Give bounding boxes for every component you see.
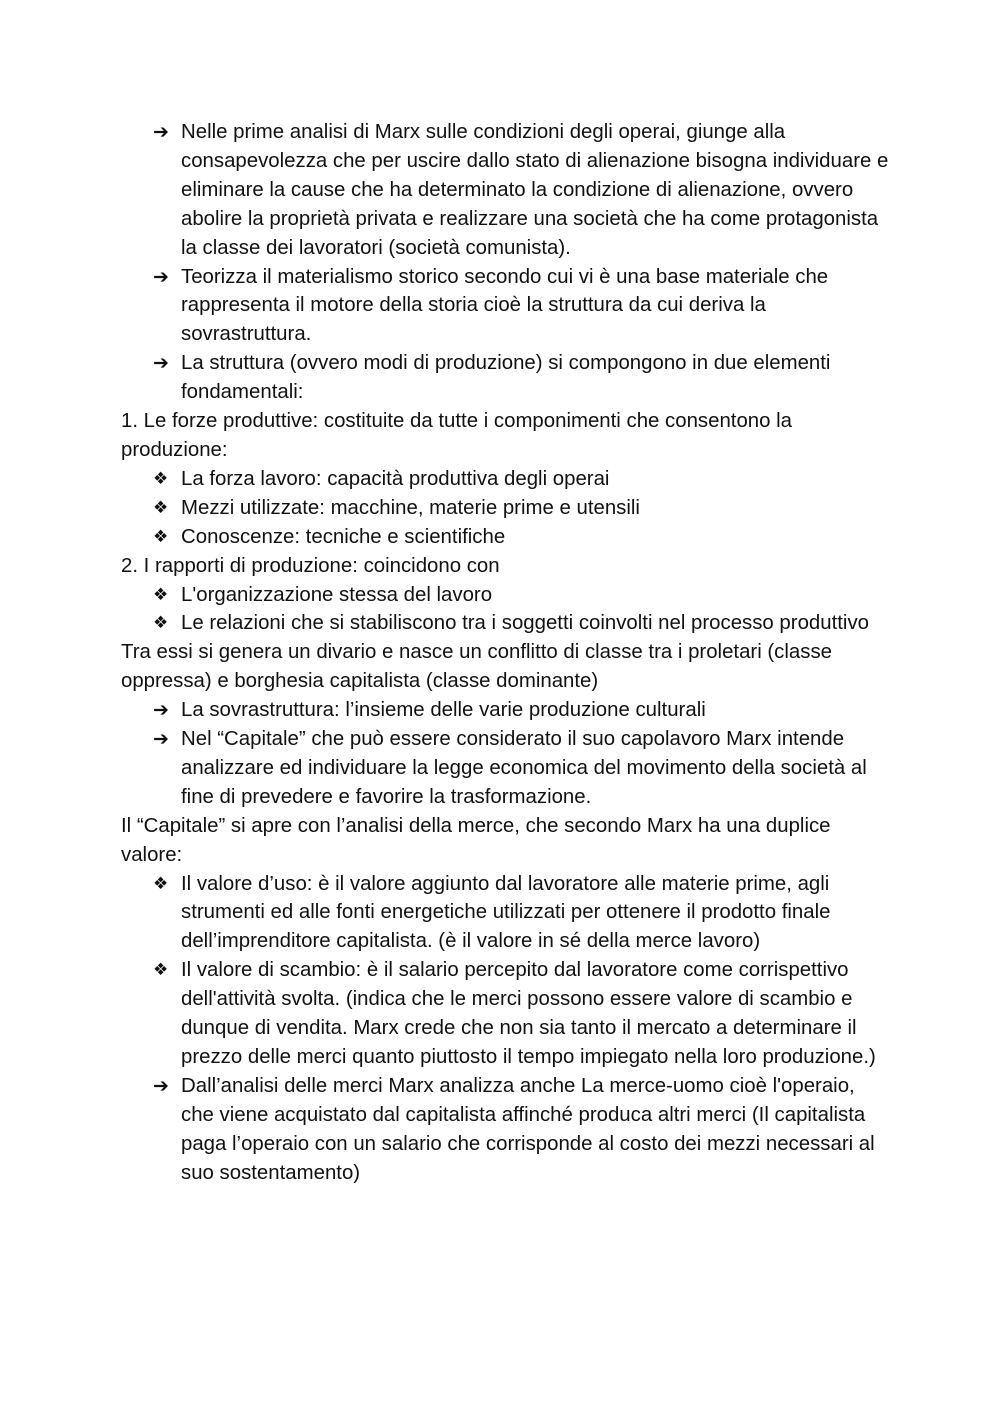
paragraph: 1. Le forze produttive: costituite da tutte i componimenti che consentono la produzione: (121, 410, 793, 461)
arrow-list-item (121, 725, 891, 812)
list-item-text: Teorizza il materialismo storico secondo cui vi è una base materiale che rappresenta il motore della storia cioè la struttura da cui deriva la sovrastruttura. (181, 265, 829, 346)
diamond-bullet-icon: ❖ (153, 468, 169, 489)
list-item-text: La sovrastruttura: l’insieme delle varie produzione culturali (181, 699, 706, 722)
arrow-list-item (121, 696, 891, 725)
arrow-list-item (121, 349, 891, 407)
paragraph: Tra essi si genera un divario e nasce un conflitto di classe tra i proletari (classe oppressa) e borghesia capitalista (classe dominante) (121, 641, 832, 693)
list-item-text: Nelle prime analisi di Marx sulle condizioni degli operai, giunge alla consapevolezza che per uscire dallo stato di alienazione bisogna individuare e eliminare la cause che ha determinato la condizione di alienazione, ovvero abolire la proprietà privata e realizzare una società che ha come protagonista la classe dei lavoratori (società comunista). (181, 121, 889, 259)
diamond-list-item (121, 956, 891, 1072)
list-item-text: Nel “Capitale” che può essere considerato il suo capolavoro Marx intende analizzare ed individuare la legge economica del movimento della società al fine di prevedere e favorire la trasformazione. (181, 728, 867, 808)
list-item-text: La struttura (ovvero modi di produzione) si compongono in due elementi fondamentali: (181, 352, 831, 404)
diamond-list-item (121, 523, 891, 552)
diamond-list-item (121, 465, 891, 494)
list-item-text: Il valore d’uso: è il valore aggiunto dal lavoratore alle materie prime, agli strumenti ed alle fonti energetiche utilizzati per ottenere il prodotto finale dell’imprenditore capitalista. (è il valore in sé della merce lavoro) (181, 872, 831, 953)
diamond-list-item (121, 609, 891, 638)
diamond-bullet-icon: ❖ (153, 584, 169, 605)
arrow-bullet-icon: ➔ (153, 1074, 169, 1097)
diamond-list-item (121, 870, 891, 957)
arrow-bullet-icon: ➔ (153, 352, 169, 375)
arrow-bullet-icon: ➔ (153, 265, 169, 288)
arrow-list-item (121, 118, 891, 263)
diamond-list-item (121, 581, 891, 610)
diamond-bullet-icon: ❖ (153, 873, 169, 894)
list-item-text: L'organizzazione stessa del lavoro (181, 583, 493, 606)
list-item-text: Dall’analisi delle merci Marx analizza anche La merce-uomo cioè l'operaio, che viene acquistato dal capitalista affinché produca altri merci (Il capitalista paga l’operaio con un salario che corrisponde al costo dei mezzi necessari al suo sostentamento) (181, 1074, 875, 1184)
paragraph: 2. I rapporti di produzione: coincidono con (121, 554, 500, 577)
list-item-text: Il valore di scambio: è il salario percepito dal lavoratore come corrispettivo dell'attività svolta. (indica che le merci possono essere valore di scambio e dunque di vendita. Marx crede che non sia tanto il mercato a determinare il prezzo delle merci quanto piuttosto il tempo impiegato nella loro produzione.) (181, 959, 876, 1068)
arrow-bullet-icon: ➔ (153, 121, 169, 143)
diamond-list-item (121, 494, 891, 523)
document-body (121, 118, 891, 1188)
diamond-bullet-icon: ❖ (153, 526, 169, 547)
paragraph: Il “Capitale” si apre con l’analisi della merce, che secondo Marx ha una duplice valore: (121, 814, 831, 866)
list-item-text: Le relazioni che si stabiliscono tra i soggetti coinvolti nel processo produttivo (181, 612, 869, 635)
arrow-bullet-icon: ➔ (153, 728, 169, 751)
diamond-bullet-icon: ❖ (153, 960, 169, 981)
list-item-text: Mezzi utilizzate: macchine, materie prime e utensili (181, 496, 640, 519)
arrow-list-item (121, 263, 891, 350)
list-item-text: La forza lavoro: capacità produttiva degli operai (181, 467, 610, 490)
diamond-bullet-icon: ❖ (153, 613, 169, 634)
arrow-list-item (121, 1072, 891, 1188)
diamond-bullet-icon: ❖ (153, 497, 169, 518)
arrow-bullet-icon: ➔ (153, 699, 169, 722)
list-item-text: Conoscenze: tecniche e scientifiche (181, 525, 506, 548)
